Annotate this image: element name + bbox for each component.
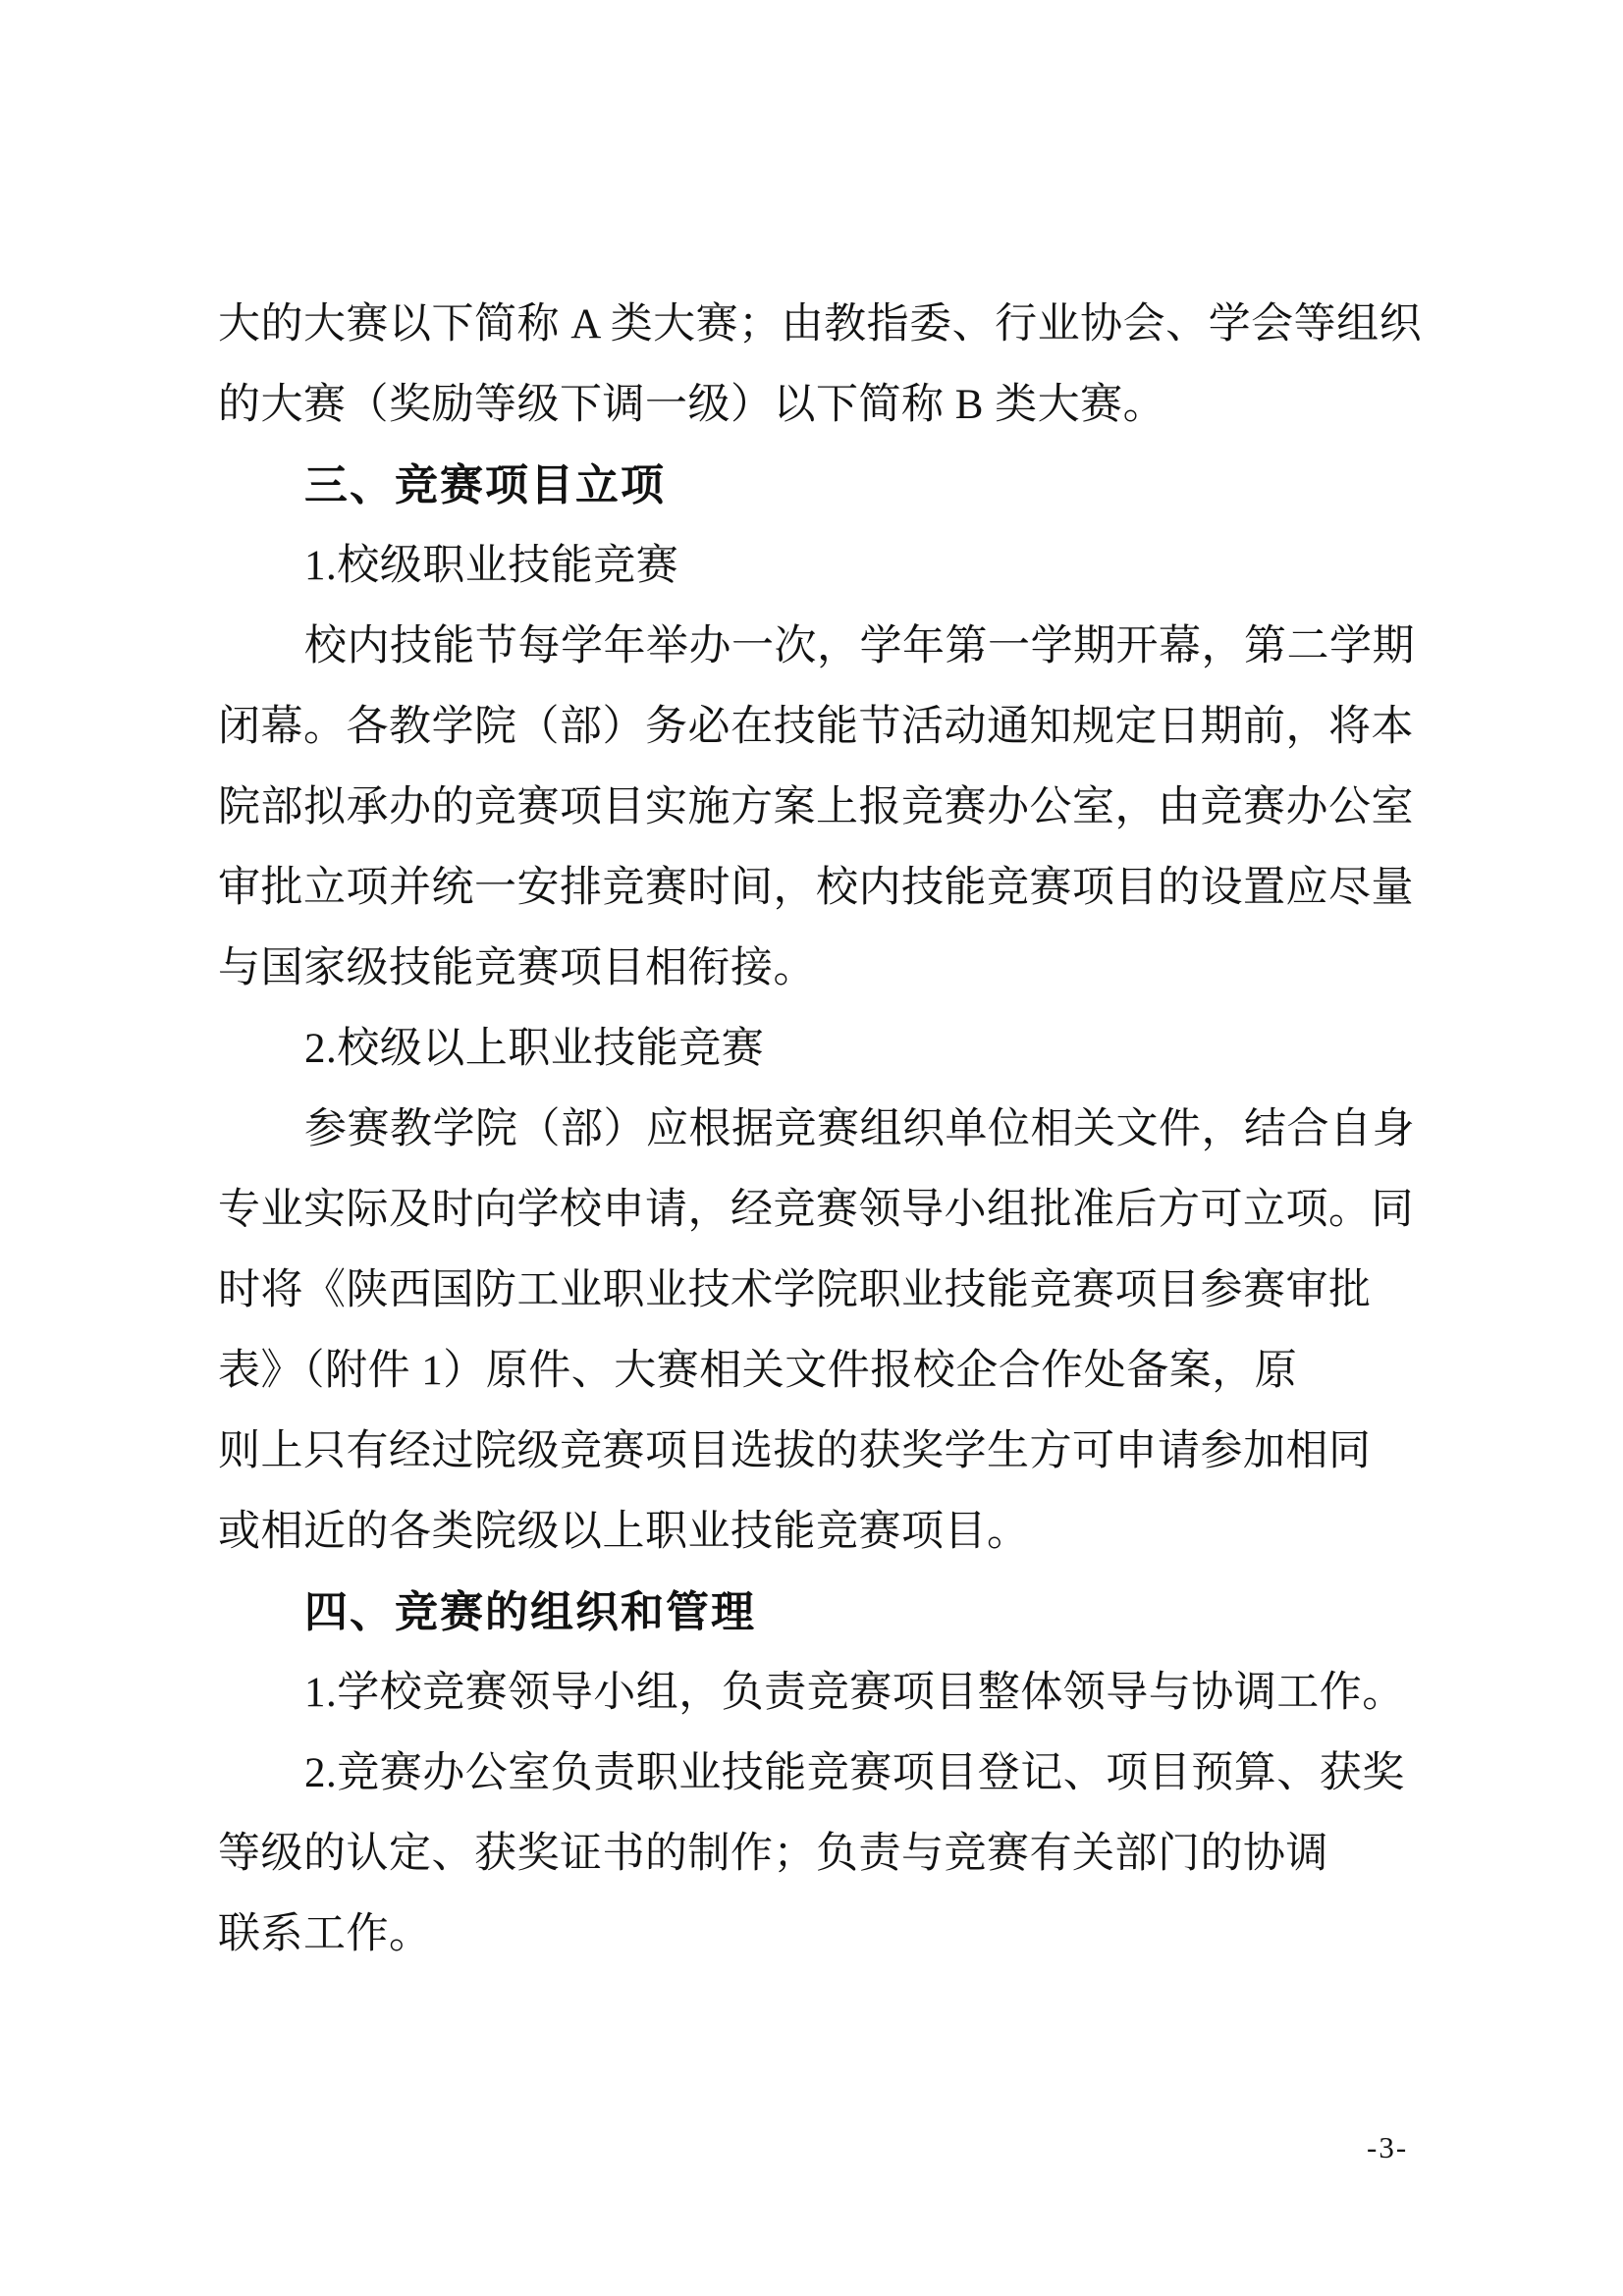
text-line: 闭幕。各教学院（部）务必在技能节活动通知规定日期前，将本 bbox=[218, 704, 1414, 750]
text-line: 1.校级职业技能竞赛 bbox=[304, 543, 679, 589]
text-line: 的大赛（奖励等级下调一级）以下简称 B 类大赛。 bbox=[218, 382, 1166, 428]
text-line: 联系工作。 bbox=[218, 1911, 432, 1957]
page-number: -3- bbox=[1367, 2130, 1409, 2164]
text-line: 专业实际及时向学校申请，经竞赛领导小组批准后方可立项。同 bbox=[218, 1187, 1414, 1233]
text-line: 则上只有经过院级竞赛项目选拔的获奖学生方可申请参加相同 bbox=[218, 1428, 1372, 1474]
text-line: 大的大赛以下简称 A 类大赛；由教指委、行业协会、学会等组织 bbox=[218, 301, 1423, 347]
text-line: 三、竞赛项目立项 bbox=[304, 461, 666, 509]
text-line: 校内技能节每学年举办一次，学年第一学期开幕，第二学期 bbox=[304, 623, 1415, 669]
text-line: 与国家级技能竞赛项目相衔接。 bbox=[218, 945, 816, 991]
text-line: 参赛教学院（部）应根据竞赛组织单位相关文件，结合自身 bbox=[304, 1106, 1415, 1152]
text-line: 1.学校竞赛领导小组，负责竞赛项目整体领导与协调工作。 bbox=[304, 1670, 1405, 1716]
text-line: 审批立项并统一安排竞赛时间，校内技能竞赛项目的设置应尽量 bbox=[218, 865, 1414, 911]
text-line: 2.校级以上职业技能竞赛 bbox=[304, 1026, 765, 1072]
document-body bbox=[218, 285, 1465, 1975]
text-line: 时将《陕西国防工业职业技术学院职业技能竞赛项目参赛审批 bbox=[218, 1267, 1372, 1313]
text-line: 四、竞赛的组织和管理 bbox=[304, 1588, 756, 1636]
text-line: 或相近的各类院级以上职业技能竞赛项目。 bbox=[218, 1509, 1030, 1555]
text-line: 等级的认定、获奖证书的制作；负责与竞赛有关部门的协调 bbox=[218, 1831, 1328, 1877]
text-line: 2.竞赛办公室负责职业技能竞赛项目登记、项目预算、获奖 bbox=[304, 1750, 1405, 1796]
text-line: 表》（附件 1）原件、大赛相关文件报校企合作处备案，原 bbox=[218, 1348, 1298, 1394]
text-line: 院部拟承办的竞赛项目实施方案上报竞赛办公室，由竞赛办公室 bbox=[218, 784, 1414, 830]
